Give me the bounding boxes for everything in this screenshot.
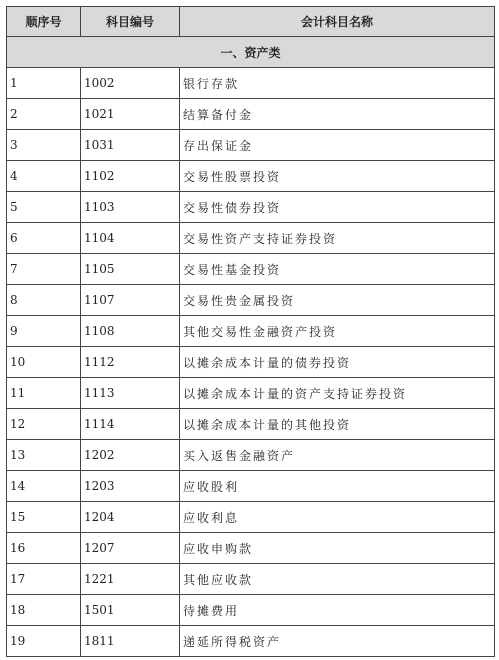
cell-sequence-no: 9 — [7, 316, 81, 347]
table-body — [7, 37, 495, 657]
cell-account-code: 1102 — [81, 161, 180, 192]
cell-account-code: 1103 — [81, 192, 180, 223]
cell-account-name: 以摊余成本计量的债券投资 — [180, 347, 495, 378]
cell-account-code: 1221 — [81, 564, 180, 595]
cell-account-code: 1113 — [81, 378, 180, 409]
cell-account-name: 应收申购款 — [180, 533, 495, 564]
cell-account-name: 应收股利 — [180, 471, 495, 502]
section-title: 一、资产类 — [7, 37, 495, 68]
cell-account-code: 1105 — [81, 254, 180, 285]
cell-sequence-no: 1 — [7, 68, 81, 99]
cell-sequence-no: 4 — [7, 161, 81, 192]
cell-account-code: 1203 — [81, 471, 180, 502]
cell-account-code: 1207 — [81, 533, 180, 564]
table-row — [7, 347, 495, 378]
table-row — [7, 99, 495, 130]
header-account-code: 科目编号 — [81, 7, 180, 37]
cell-account-name: 递延所得税资产 — [180, 626, 495, 657]
cell-sequence-no: 11 — [7, 378, 81, 409]
cell-account-name: 银行存款 — [180, 68, 495, 99]
cell-account-code: 1114 — [81, 409, 180, 440]
cell-account-name: 以摊余成本计量的其他投资 — [180, 409, 495, 440]
table-row — [7, 223, 495, 254]
cell-sequence-no: 13 — [7, 440, 81, 471]
cell-account-code: 1021 — [81, 99, 180, 130]
cell-account-name: 待摊费用 — [180, 595, 495, 626]
cell-account-name: 结算备付金 — [180, 99, 495, 130]
cell-sequence-no: 2 — [7, 99, 81, 130]
cell-sequence-no: 18 — [7, 595, 81, 626]
table-row — [7, 533, 495, 564]
cell-sequence-no: 5 — [7, 192, 81, 223]
table-row — [7, 626, 495, 657]
table-row — [7, 130, 495, 161]
cell-sequence-no: 14 — [7, 471, 81, 502]
cell-account-code: 1031 — [81, 130, 180, 161]
table-row — [7, 316, 495, 347]
header-account-name: 会计科目名称 — [180, 7, 495, 37]
accounts-table — [6, 6, 495, 657]
table-row — [7, 285, 495, 316]
cell-sequence-no: 15 — [7, 502, 81, 533]
cell-account-name: 买入返售金融资产 — [180, 440, 495, 471]
cell-account-code: 1104 — [81, 223, 180, 254]
cell-sequence-no: 10 — [7, 347, 81, 378]
cell-account-name: 交易性基金投资 — [180, 254, 495, 285]
cell-account-name: 存出保证金 — [180, 130, 495, 161]
table-row — [7, 564, 495, 595]
cell-account-code: 1202 — [81, 440, 180, 471]
cell-account-name: 交易性贵金属投资 — [180, 285, 495, 316]
table-row — [7, 471, 495, 502]
cell-account-code: 1204 — [81, 502, 180, 533]
cell-sequence-no: 3 — [7, 130, 81, 161]
table-row — [7, 440, 495, 471]
table-row — [7, 68, 495, 99]
cell-sequence-no: 7 — [7, 254, 81, 285]
cell-account-name: 以摊余成本计量的资产支持证券投资 — [180, 378, 495, 409]
cell-account-name: 其他交易性金融资产投资 — [180, 316, 495, 347]
cell-sequence-no: 19 — [7, 626, 81, 657]
cell-account-name: 交易性债券投资 — [180, 192, 495, 223]
table-row — [7, 192, 495, 223]
table-row — [7, 409, 495, 440]
cell-account-code: 1108 — [81, 316, 180, 347]
cell-account-code: 1107 — [81, 285, 180, 316]
table-row — [7, 378, 495, 409]
cell-account-name: 其他应收款 — [180, 564, 495, 595]
cell-account-name: 交易性股票投资 — [180, 161, 495, 192]
cell-account-code: 1002 — [81, 68, 180, 99]
header-sequence-no: 顺序号 — [7, 7, 81, 37]
cell-account-code: 1811 — [81, 626, 180, 657]
cell-sequence-no: 12 — [7, 409, 81, 440]
table-row — [7, 161, 495, 192]
cell-account-code: 1112 — [81, 347, 180, 378]
table-header — [7, 7, 495, 37]
cell-account-name: 交易性资产支持证券投资 — [180, 223, 495, 254]
table-row — [7, 254, 495, 285]
section-row — [7, 37, 495, 68]
cell-sequence-no: 17 — [7, 564, 81, 595]
cell-sequence-no: 8 — [7, 285, 81, 316]
cell-account-code: 1501 — [81, 595, 180, 626]
table-row — [7, 595, 495, 626]
table-row — [7, 502, 495, 533]
cell-sequence-no: 16 — [7, 533, 81, 564]
cell-account-name: 应收利息 — [180, 502, 495, 533]
cell-sequence-no: 6 — [7, 223, 81, 254]
